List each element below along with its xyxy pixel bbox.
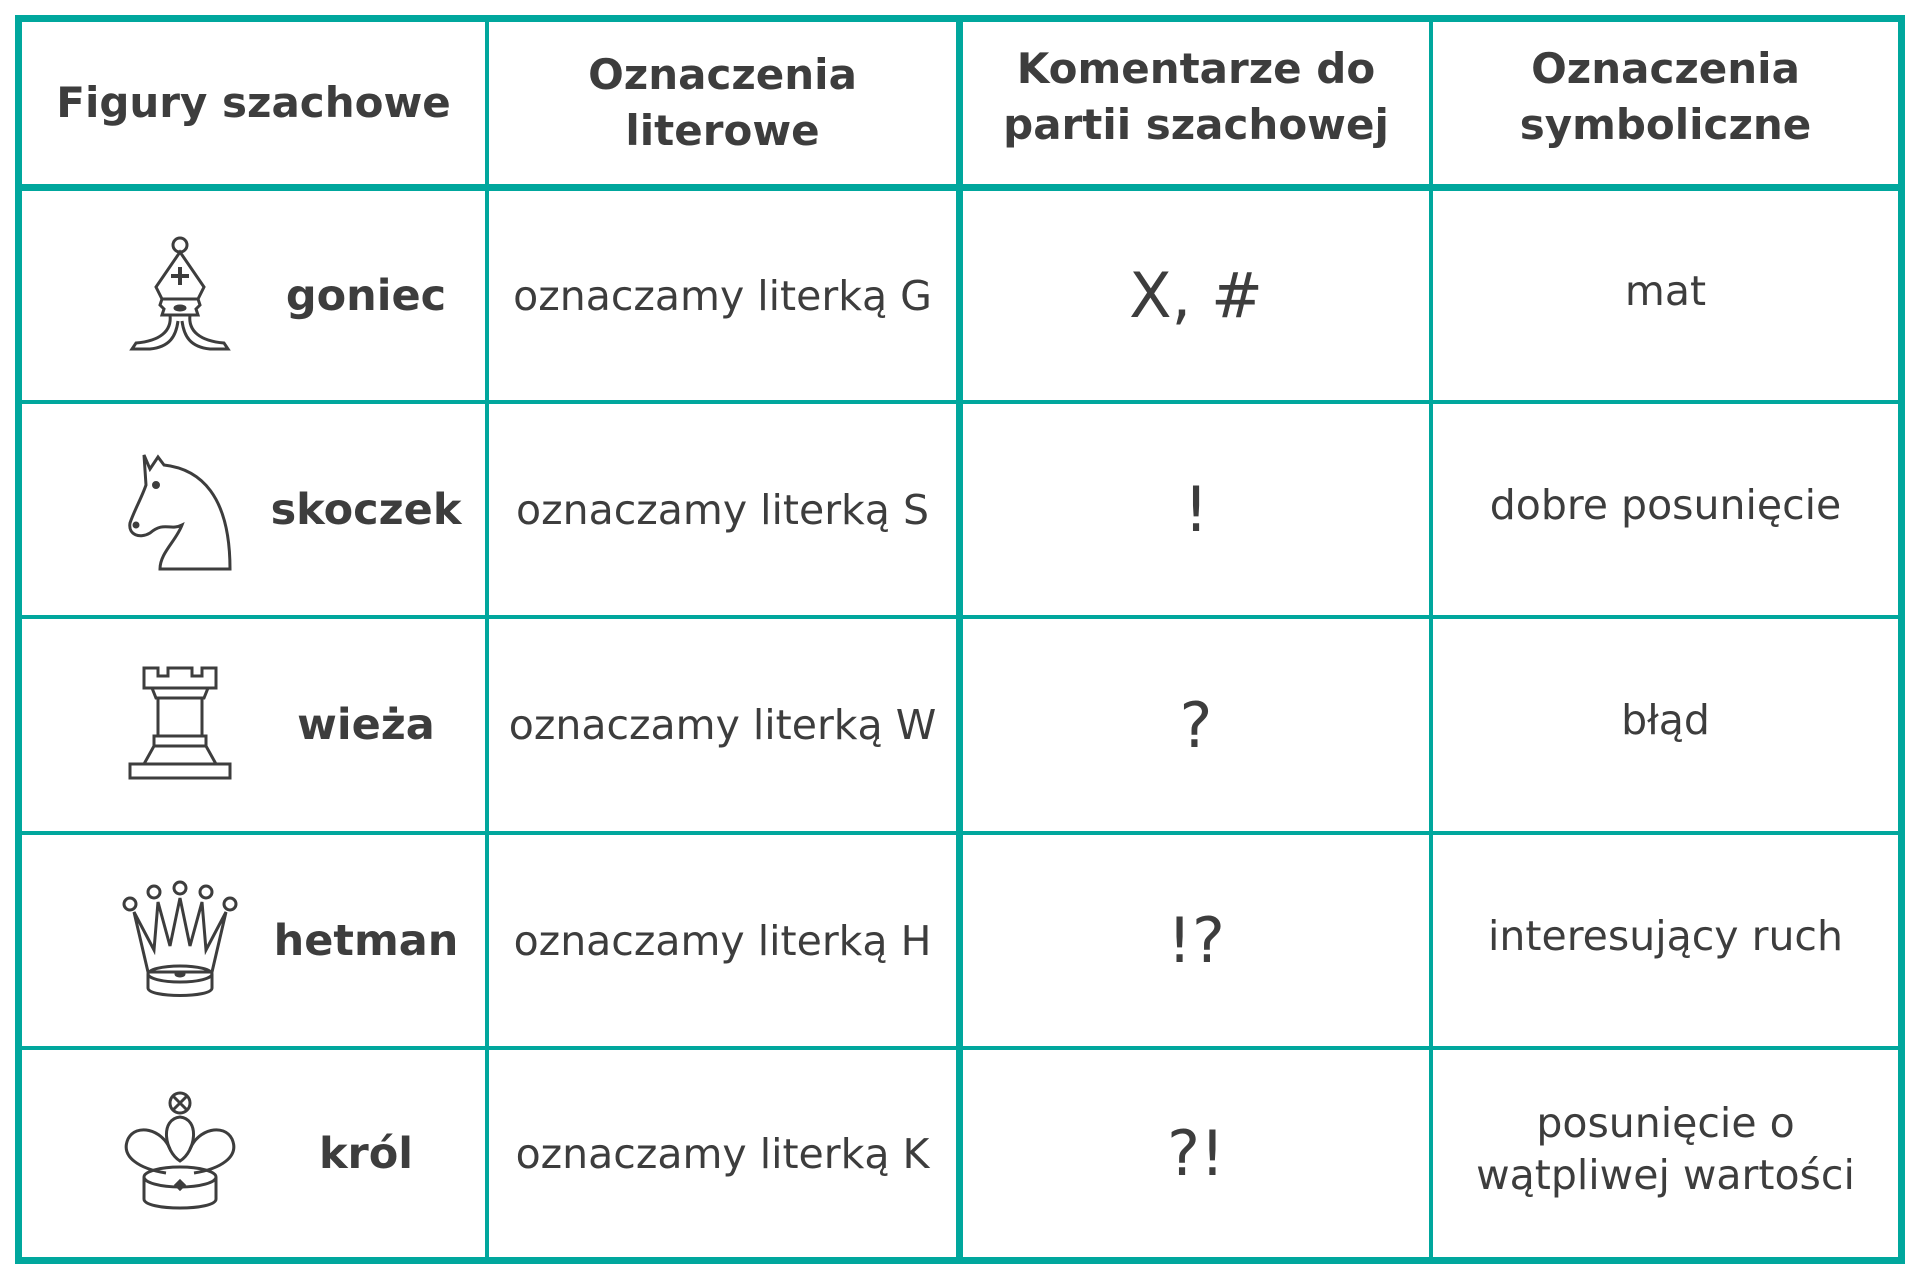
meaning-cell: interesujący ruch xyxy=(1488,911,1843,960)
bishop-icon xyxy=(120,231,240,361)
letter-cell: oznaczamy literką G xyxy=(513,271,932,320)
knight-icon xyxy=(120,445,240,575)
meaning-cell: błąd xyxy=(1621,696,1710,744)
letter-cell: oznaczamy literką S xyxy=(515,485,929,534)
symbol-cell: ? xyxy=(1179,688,1213,762)
piece-cell xyxy=(22,191,485,400)
symbol-cell: ! xyxy=(1183,473,1209,546)
piece-name: skoczek xyxy=(270,484,462,535)
meaning-cell: dobre posunięcie xyxy=(1489,480,1842,529)
header-pieces: Figury szachowe xyxy=(56,78,451,127)
rook-icon xyxy=(120,660,240,790)
header-letters: Oznaczenia literowe xyxy=(588,50,857,155)
symbol-cell: X, # xyxy=(1129,259,1263,332)
piece-cell xyxy=(22,619,485,831)
piece-name: hetman xyxy=(273,915,459,966)
piece-cell xyxy=(22,1050,485,1257)
letter-cell: oznaczamy literką W xyxy=(508,701,937,749)
king-icon xyxy=(120,1089,240,1219)
meaning-cell: mat xyxy=(1624,266,1707,315)
divider xyxy=(15,184,1905,191)
piece-name: król xyxy=(318,1128,414,1179)
divider xyxy=(956,15,963,1264)
header-symbols: Oznaczenia symboliczne xyxy=(1519,44,1812,149)
letter-cell: oznaczamy literką K xyxy=(515,1129,930,1178)
header-comments: Komentarze do partii szachowej xyxy=(1003,44,1389,149)
piece-name: goniec xyxy=(285,270,447,321)
queen-icon xyxy=(120,876,240,1006)
piece-name: wieża xyxy=(297,700,435,750)
letter-cell: oznaczamy literką H xyxy=(513,916,932,965)
piece-cell xyxy=(22,835,485,1046)
symbol-cell: !? xyxy=(1167,904,1225,977)
meaning-cell: posunięcie o wątpliwej wartości xyxy=(1476,1098,1855,1199)
piece-cell xyxy=(22,404,485,615)
symbol-cell: ?! xyxy=(1167,1117,1225,1190)
